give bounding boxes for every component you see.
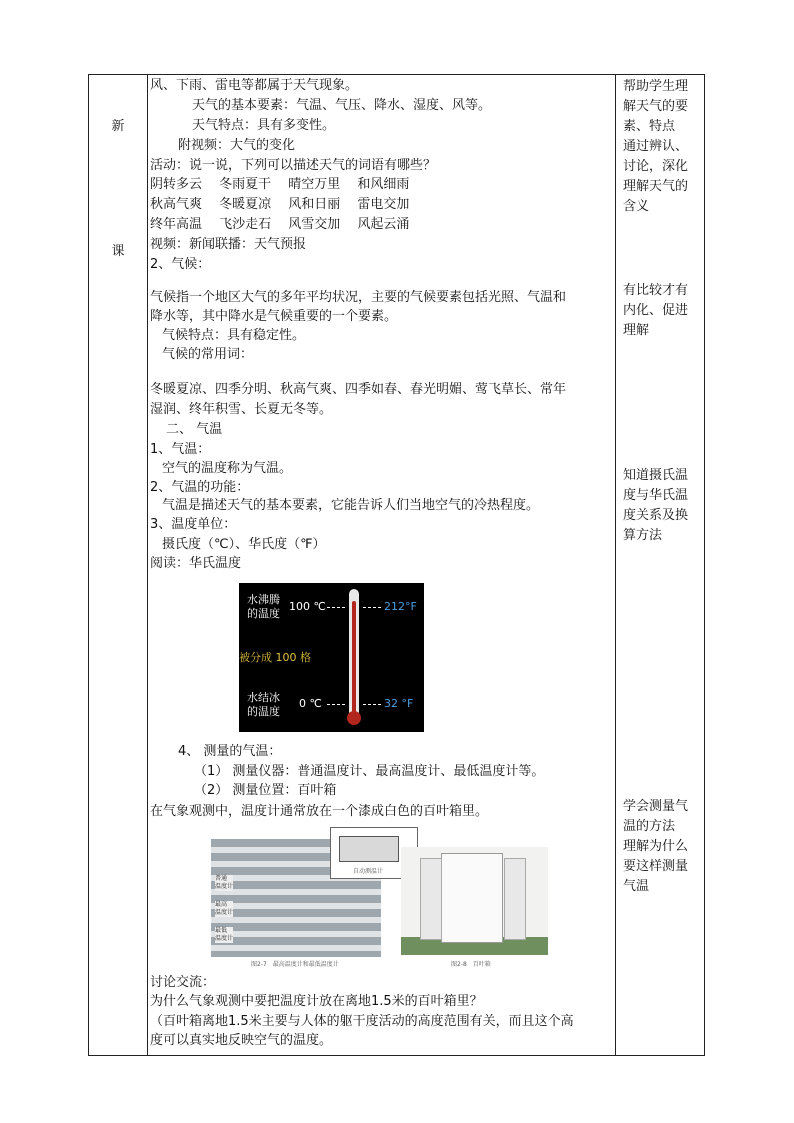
caption-figure-2-7: 图2-7 最高温度计和最低温度计 [251,961,339,968]
side-note-3: 知道摄氏温 度与华氏温 度关系及换 算方法 [623,468,689,543]
freeze-label: 的温度 [247,705,280,718]
label-ke: 课 [111,244,125,259]
boil-label: 的温度 [247,607,280,620]
text-line: 湿润、终年积雪、长夏无冬等。 [150,402,333,417]
text-line: 气候指一个地区大气的多年平均状况，主要的气候要素包括光照、气温和 [150,290,567,305]
text-line: 2、气温的功能： [150,480,250,495]
text-line: 活动：说一说，下列可以描述天气的词语有哪些？ [150,158,437,173]
column-divider-1 [147,75,148,1055]
section-heading: 2、气候： [150,257,211,272]
mercury-column [352,601,356,713]
text-line: 附视频：大气的变化 [178,138,296,153]
freeze-dash-right [363,704,381,705]
text-line: 秋高气爽 冬暖夏凉 风和日丽 雷电交加 [150,197,410,212]
text-line: （百叶箱离地1.5米主要与人体的躯干度活动的高度范围有关，而且这个高 [150,1014,574,1029]
louvered-box-photo [401,847,548,955]
text-line: 4、 测量的气温： [178,744,282,759]
text-line: 3、温度单位： [150,517,237,532]
lesson-table [88,74,705,1056]
auto-thermometer-device [339,836,399,862]
text-line: 视频：新闻联播：天气预报 [150,237,307,252]
text-line: 气候特点：具有稳定性。 [162,328,306,343]
fahrenheit-thermometer-figure [239,583,424,732]
text-line: 天气的基本要素：气温、气压、降水、湿度、风等。 [192,98,492,113]
freeze-celsius: 0 ℃ [299,697,322,710]
boil-label: 水沸腾 [247,593,280,606]
freeze-label: 水结冰 [247,691,280,704]
photo-label: 最高 温度计 [215,901,234,916]
boil-dash-right [363,607,381,608]
column-divider-2 [615,75,616,1055]
freeze-dash-left [327,704,345,705]
side-note-2: 有比较才有 内化、促进 理解 [623,283,689,338]
text-line: 空气的温度称为气温。 [162,461,293,476]
text-line: 冬暖夏凉、四季分明、秋高气爽、四季如春、春光明媚、莺飞草长、常年 [150,382,567,397]
text-line: 摄氏度（℃）、华氏度（℉） [162,537,326,552]
thermometer-tube [349,589,359,717]
text-line: 气温是描述天气的基本要素，它能告诉人们当地空气的冷热程度。 [162,498,540,513]
thermometer-bulb [347,711,361,725]
text-line: 风、下雨、雷电等都属于天气现象。 [150,78,359,93]
caption-figure-2-8: 图2-8 百叶箱 [451,961,491,968]
text-line: 阴转多云 冬雨夏干 晴空万里 和风细雨 [150,177,410,192]
text-line: 终年高温 飞沙走石 风雪交加 风起云涌 [150,217,410,232]
text-line: 气候的常用词： [162,347,254,362]
freeze-fahrenheit: 32 °F [384,697,414,710]
text-line: 降水等，其中降水是气候重要的一个要素。 [150,309,398,324]
boil-celsius: 100 ℃ [289,600,326,613]
photo-label: 普通 温度计 [215,875,234,890]
text-line: 讨论交流： [150,975,216,990]
label-xin: 新 [111,119,125,134]
text-line: 为什么气象观测中要把温度计放在离地1.5米的百叶箱里？ [150,994,483,1009]
text-line: 阅读：华氏温度 [150,556,242,571]
text-line: （2） 测量位置：百叶箱 [194,783,337,798]
text-line: 度可以真实地反映空气的温度。 [150,1033,333,1048]
side-note-4: 学会测量气 温的方法 理解为什么 要这样测量 气温 [623,799,689,894]
photo-label: 最低 温度计 [215,927,234,942]
inset-caption: 自动测温计 [353,868,384,875]
side-note-1: 帮助学生理 解天气的要 素、特点 通过辨认、 讨论，深化 理解天气的 含义 [623,79,689,214]
text-line: 1、气温： [150,442,211,457]
text-line: （1） 测量仪器：普通温度计、最高温度计、最低温度计等。 [194,764,545,779]
text-line: 在气象观测中，温度计通常放在一个漆成白色的百叶箱里。 [150,804,489,819]
divided-label: 被分成 100 格 [239,651,311,664]
instrument-photos [211,827,551,969]
section-heading: 二、 气温 [166,422,223,437]
text-line: 天气特点：具有多变性。 [192,118,336,133]
boil-fahrenheit: 212°F [384,600,417,613]
boil-dash-left [327,607,345,608]
